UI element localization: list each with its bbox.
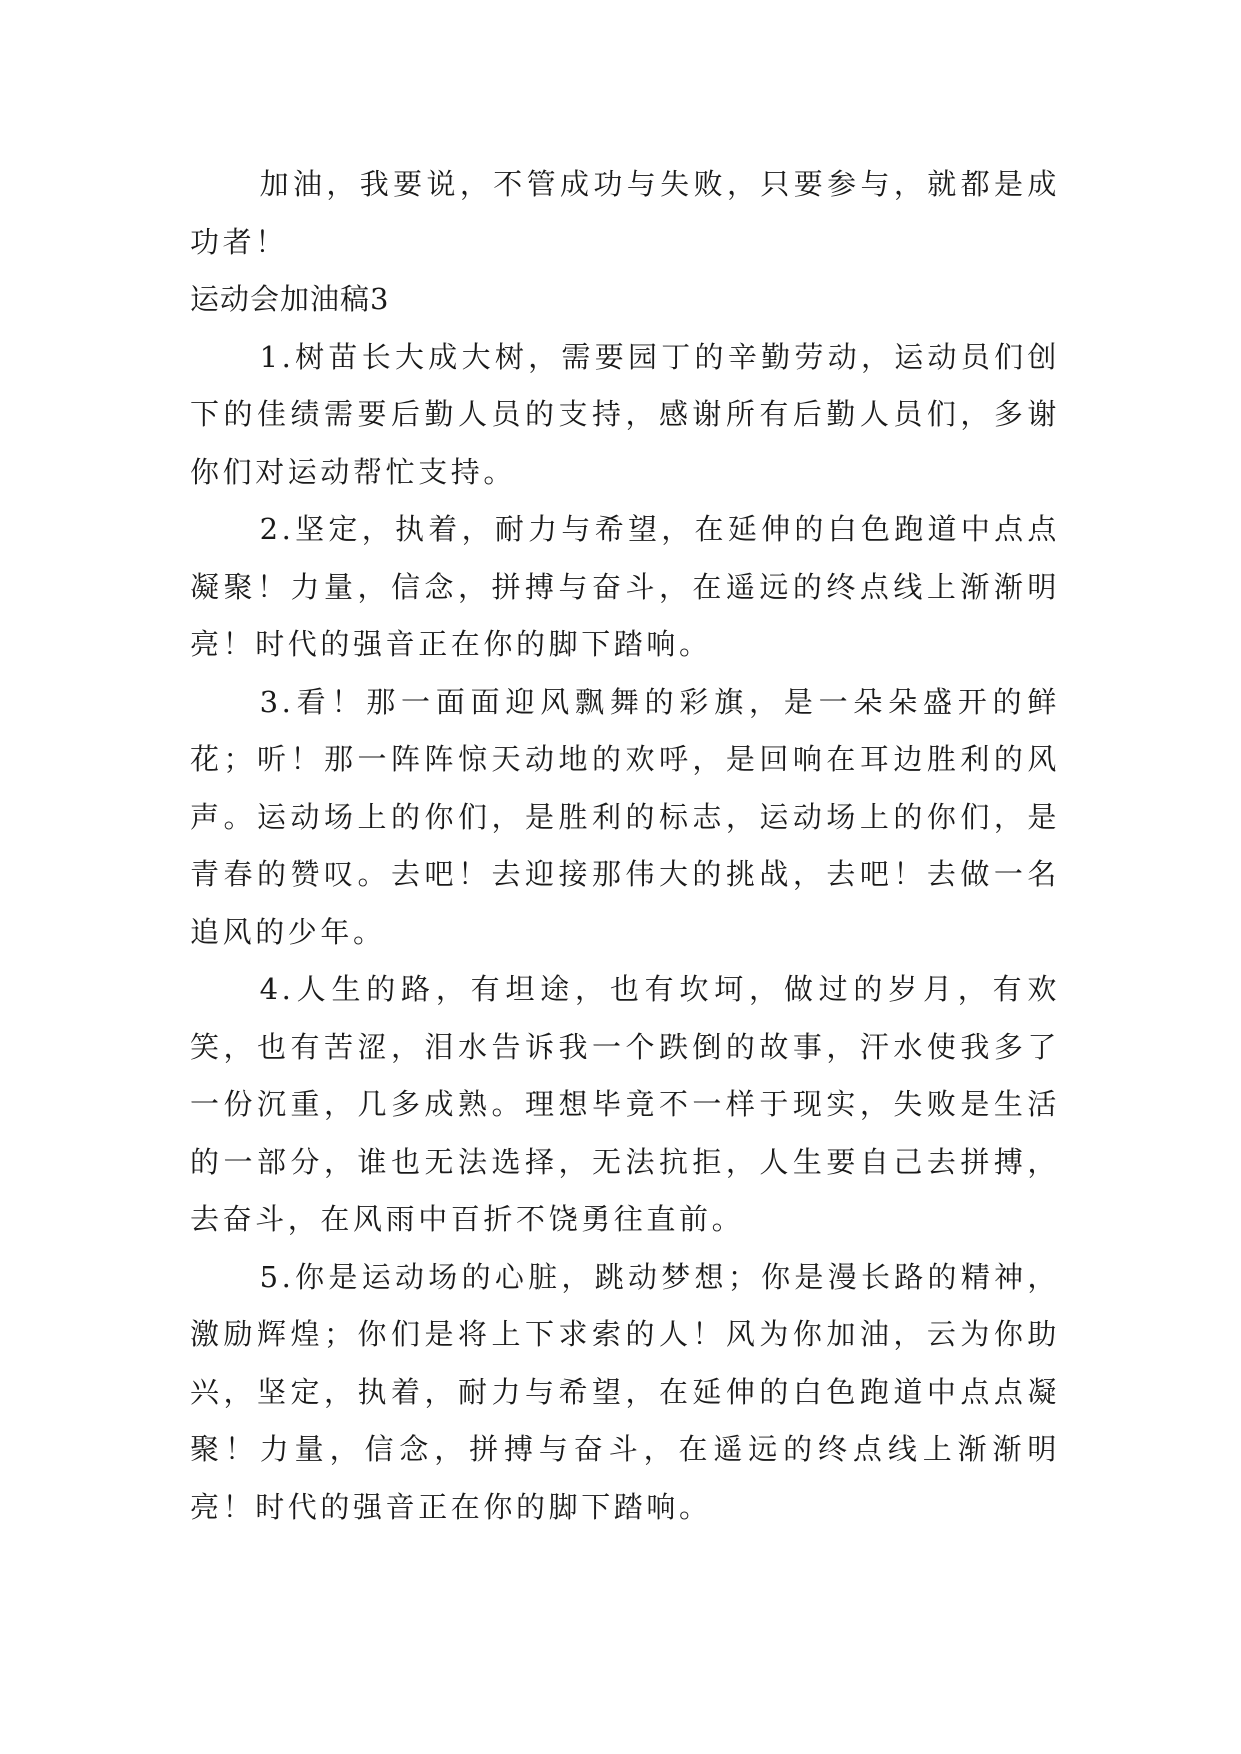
paragraph: 1.树苗长大成大树，需要园丁的辛勤劳动，运动员们创下的佳绩需要后勤人员的支持，感谢所有后勤人员们，多谢你们对运动帮忙支持。 xyxy=(190,339,1060,489)
paragraph: 加油，我要说，不管成功与失败，只要参与，就都是成功者！ xyxy=(190,167,1060,259)
section-heading: 运动会加油稿3 xyxy=(190,282,390,316)
paragraph: 5.你是运动场的心脏，跳动梦想；你是漫长路的精神，激励辉煌；你们是将上下求索的人！风为你加油，云为你助兴，坚定，执着，耐力与希望，在延伸的白色跑道中点点凝聚！力量，信念，拼搏与奋斗，在遥远的终点线上渐渐明亮！时代的强音正在你的脚下踏响。 xyxy=(190,1259,1060,1524)
paragraph: 4.人生的路，有坦途，也有坎坷，做过的岁月，有欢笑，也有苦涩，泪水告诉我一个跌倒的故事，汗水使我多了一份沉重，几多成熟。理想毕竟不一样于现实，失败是生活的一部分，谁也无法选择，无法抗拒，人生要自己去拼搏，去奋斗，在风雨中百折不饶勇往直前。 xyxy=(190,972,1060,1236)
paragraph: 3.看！那一面面迎风飘舞的彩旗，是一朵朵盛开的鲜花；听！那一阵阵惊天动地的欢呼，是回响在耳边胜利的风声。运动场上的你们，是胜利的标志，运动场上的你们，是青春的赞叹。去吧！去迎接那伟大的挑战，去吧！去做一名追风的少年。 xyxy=(190,684,1060,949)
paragraph: 2.坚定，执着，耐力与希望，在延伸的白色跑道中点点凝聚！力量，信念，拼搏与奋斗，在遥远的终点线上渐渐明亮！时代的强音正在你的脚下踏响。 xyxy=(190,512,1060,661)
document-body xyxy=(190,156,1060,1536)
